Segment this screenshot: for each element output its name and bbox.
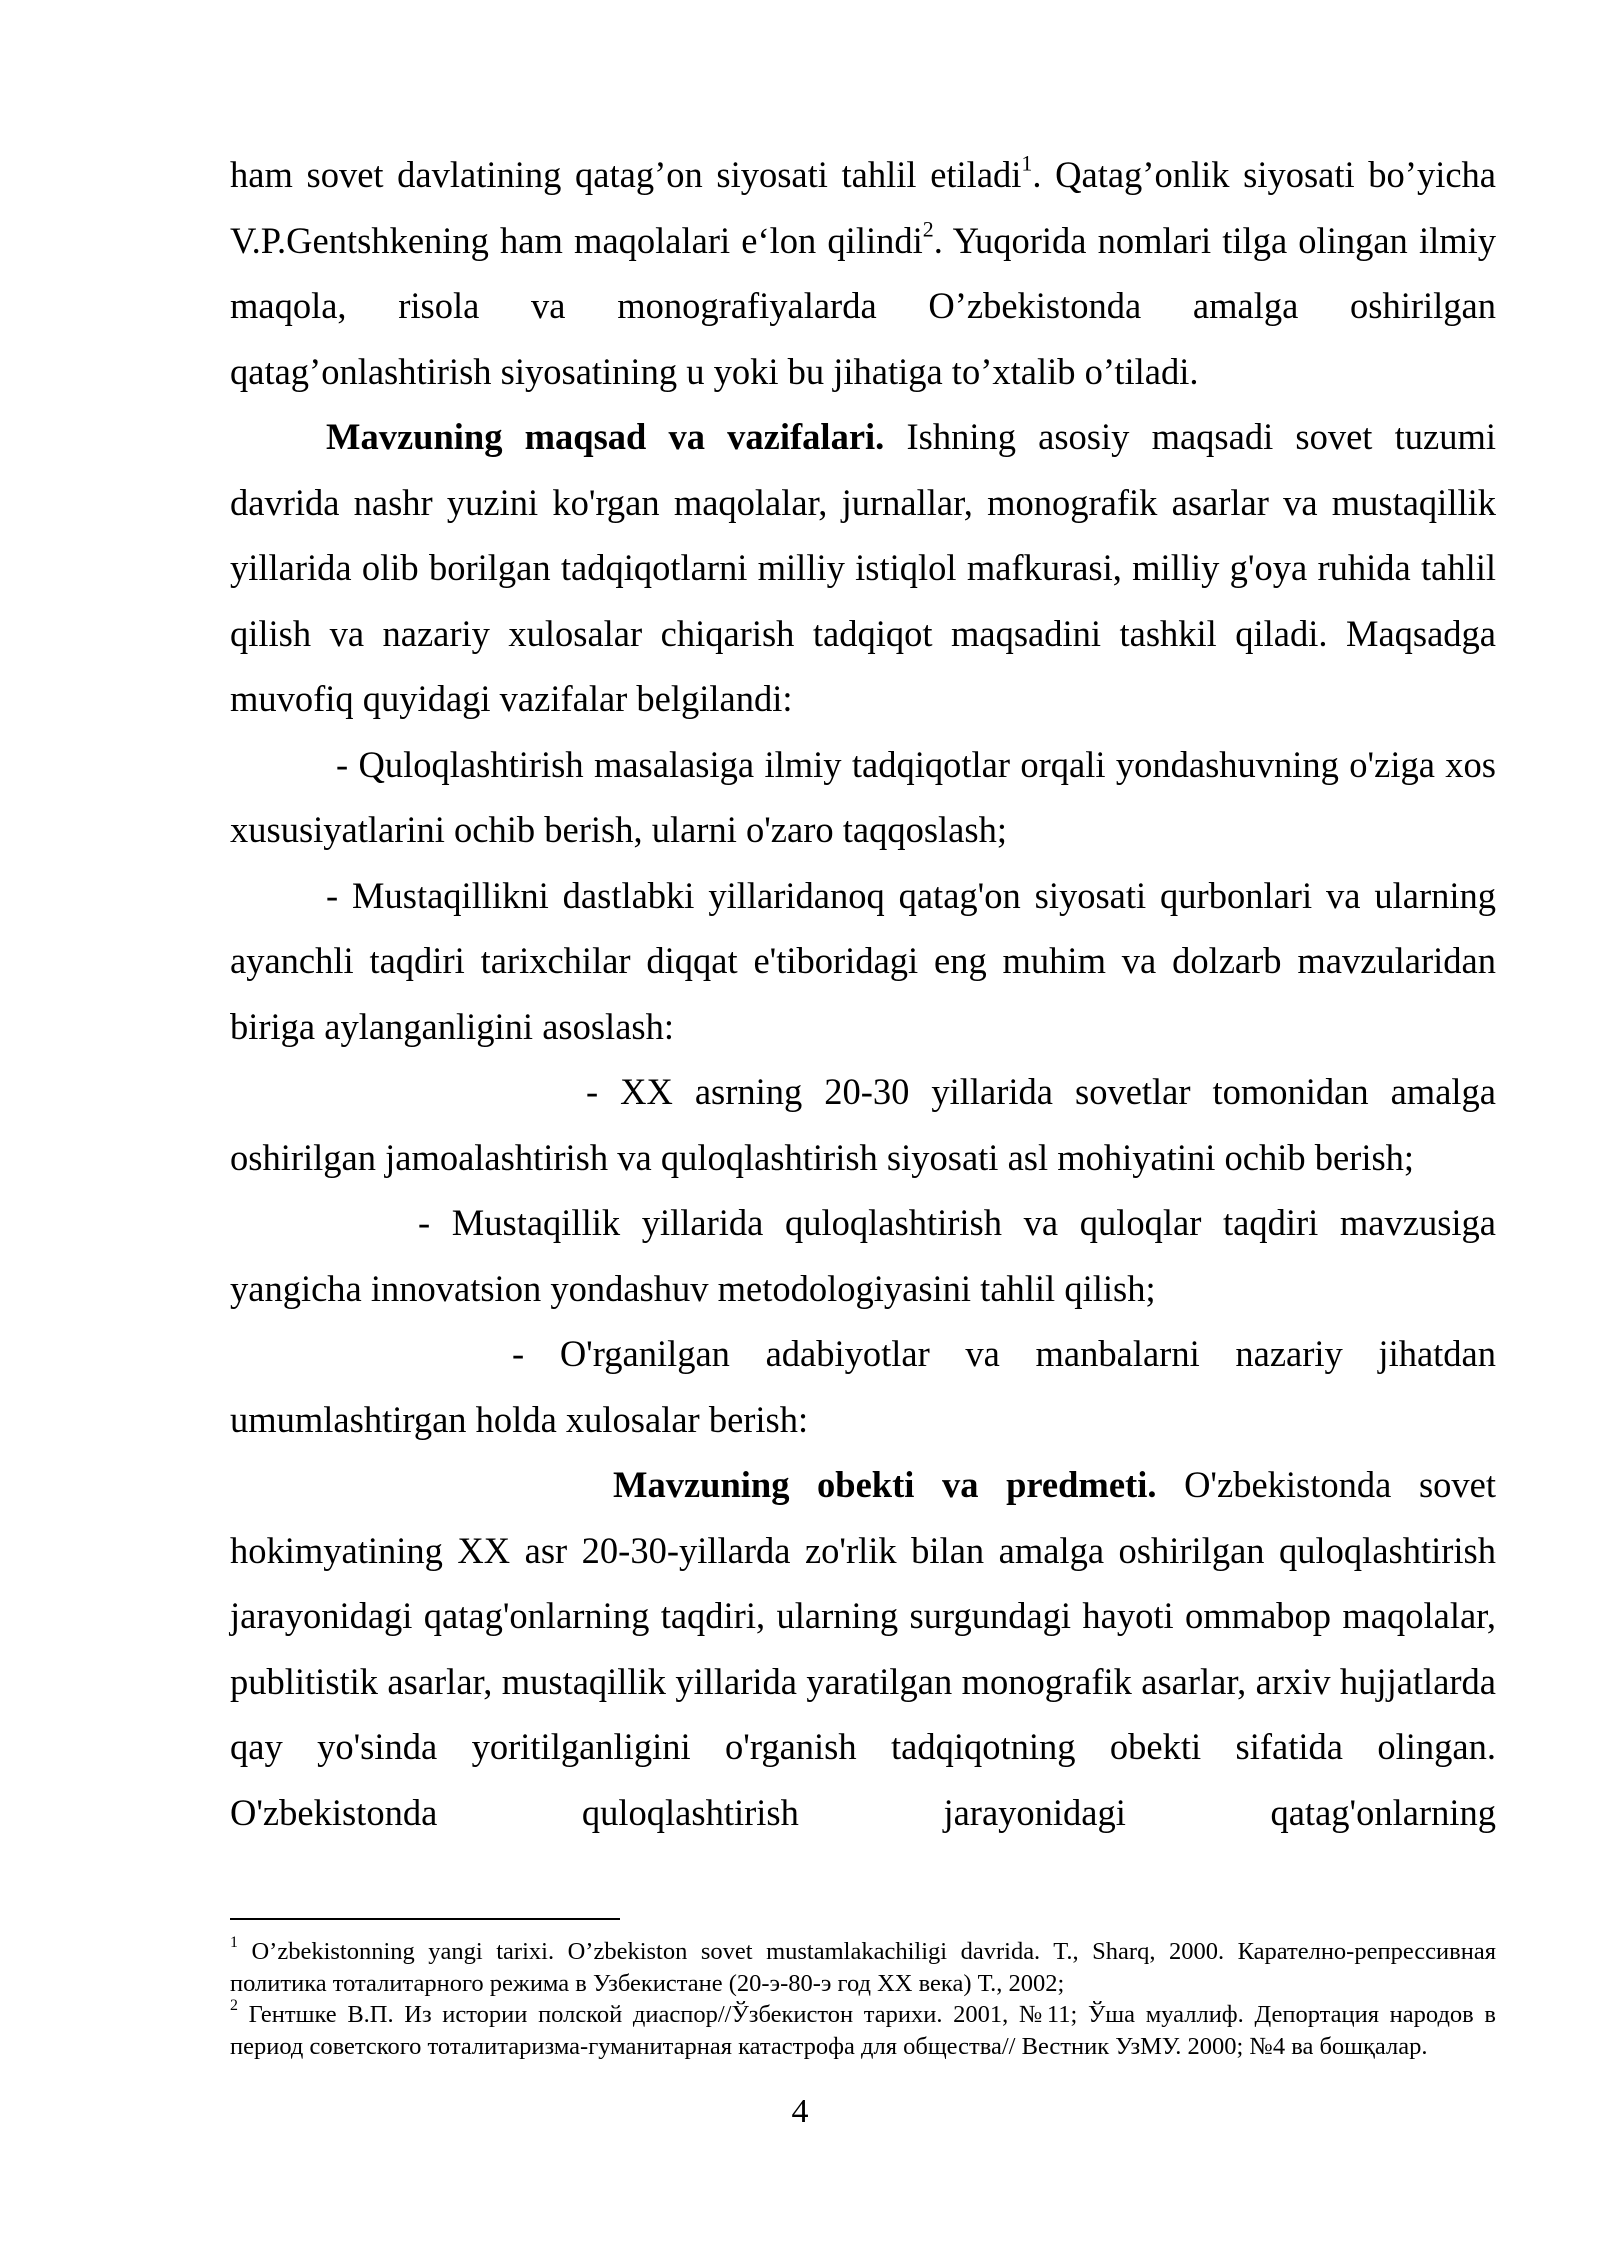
- section-heading-aims: Mavzuning maqsad va vazifalari.: [326, 416, 885, 457]
- intro-text-3: . Yuqorida nomlari tilga olingan ilmiy maqola, risola va monografiyalarda O’zbekistonda amalga oshirilgan qatag’onlashtirish siyosatining u yoki bu jihatiga to’xtalib o’tiladi.: [230, 219, 1497, 392]
- footnote-ref-1[interactable]: 1: [1021, 150, 1033, 176]
- object-text: O'zbekistonda sovet hokimyatining XX asr 20-30-yillarda zo'rlik bilan amalga oshirilgan quloqlashtirish jarayonidagi qatag'onlarning taqdiri, ularning surgundagi hayoti ommabop maqolalar, publitistik asarlar, mustaqillik yillarida yaratilgan monografik asarlar, arxiv hujjatlarda qay yo'sinda yoritilganligini o'rganish tadqiqotning obekti sifatida olingan. O'zbekistonda quloqlashtirish jarayonidagi qatag'onlarning: [230, 1464, 1496, 1833]
- section-heading-object: Mavzuning obekti va predmeti.: [613, 1464, 1157, 1505]
- footnote-1: [230, 1936, 1496, 1999]
- footnote-ref-2[interactable]: 2: [922, 216, 934, 242]
- footnote-text-1: O’zbekistonning yangi tarixi. O’zbekiston sovet mustamlakachiligi davrida. T., Sharq, 2000. Карателно-репрессивная политика тоталитарного режима в Узбекистане (20-э-80-э год XX века) Т., 2002;: [230, 1938, 1496, 1997]
- footnote-mark-2: 2: [230, 1997, 238, 2015]
- footnote-2: [230, 1999, 1496, 2062]
- page-number: 4: [791, 2093, 809, 2130]
- intro-text-1: ham sovet davlatining qatag’on siyosati tahlil etiladi: [230, 154, 1022, 195]
- footnotes: [230, 1936, 1496, 2062]
- task-item-5: - O'rganilgan adabiyotlar va manbalarni nazariy jihatdan umumlashtirgan holda xulosalar berish:: [230, 1333, 1496, 1440]
- task-item-3: - XX asrning 20-30 yillarida sovetlar tomonidan amalga oshirilgan jamoalashtirish va quloqlashtirish siyosati asl mohiyatini ochib berish;: [230, 1071, 1496, 1178]
- task-item-1: - Quloqlashtirish masalasiga ilmiy tadqiqotlar orqali yondashuvning o'ziga xos xususiyatlarini ochib berish, ularni o'zaro taqqoslash;: [230, 743, 1496, 850]
- paragraph-intro: [230, 142, 1496, 404]
- footnote-separator: [230, 1918, 620, 1920]
- paragraph-object: [230, 1452, 1496, 1845]
- footnote-text-2: Гентшке В.П. Из истории полской диаспор//Ўзбекистон тарихи. 2001, №11; Ўша муаллиф. Депортация народов в период советского тоталитаризма-гуманитарная катастрофа для общества// Вестник УзМУ. 2000; №4 ва бошқалар.: [230, 2001, 1496, 2060]
- paragraph-aims: [230, 404, 1496, 732]
- task-item-4: - Mustaqillik yillarida quloqlashtirish va quloqlar taqdiri mavzusiga yangicha innovatsion yondashuv metodologiyasini tahlil qilish;: [230, 1202, 1496, 1309]
- task-item-2: - Mustaqillikni dastlabki yillaridanoq qatag'on siyosati qurbonlari va ularning ayanchli taqdiri tarixchilar diqqat e'tiboridagi eng muhim va dolzarb mavzularidan biriga aylanganligini asoslash:: [230, 874, 1496, 1047]
- body-text: [230, 142, 1496, 1845]
- footnote-mark-1: 1: [230, 1934, 238, 1952]
- aims-text: Ishning asosiy maqsadi sovet tuzumi davrida nashr yuzini ko'rgan maqolalar, jurnallar, monografik asarlar va mustaqillik yillarida olib borilgan tadqiqotlarni milliy istiqlol mafkurasi, milliy g'oya ruhida tahlil qilish va nazariy xulosalar chiqarish tadqiqot maqsadini tashkil qiladi. Maqsadga muvofiq quyidagi vazifalar belgilandi:: [230, 416, 1496, 719]
- intro-text-2: . Qatag’onlik siyosati bo’yicha V.P.Gentshkening ham maqolalari e‘lon qilindi: [230, 154, 1496, 261]
